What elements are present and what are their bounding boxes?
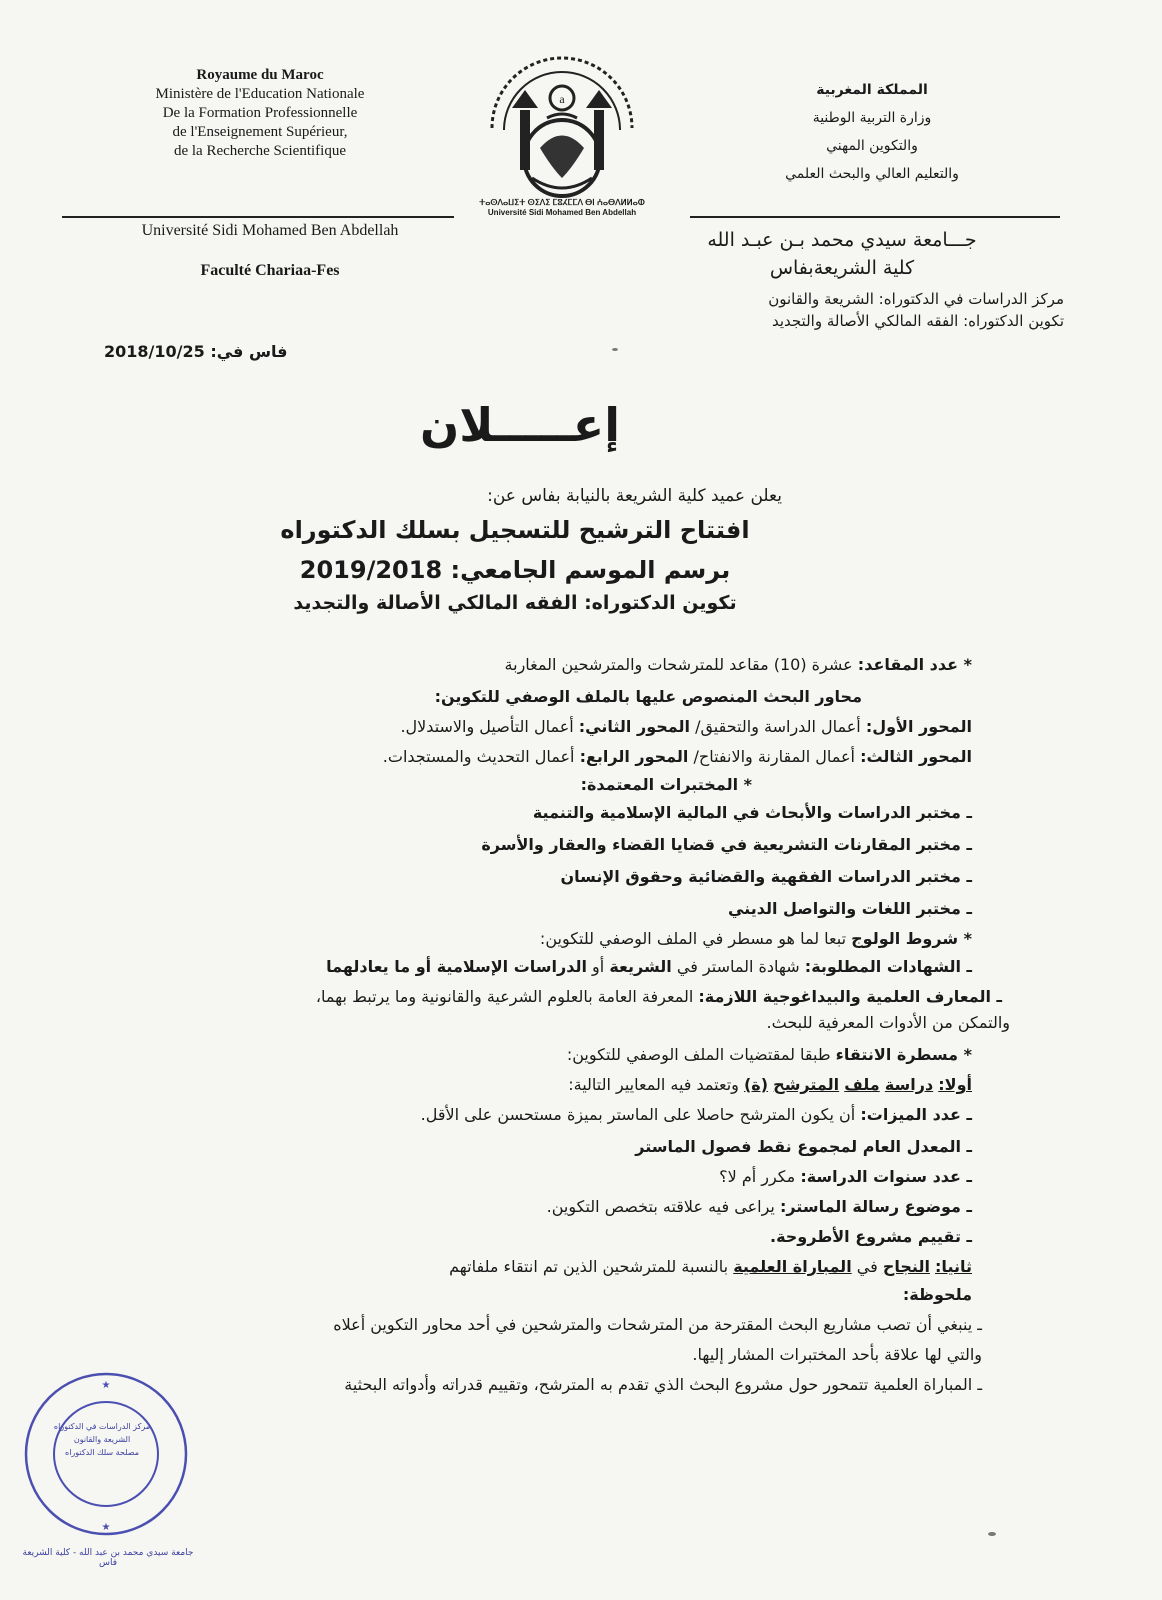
diplomas-sharia: الشريعة (609, 957, 672, 976)
announcement-date (104, 342, 304, 361)
kingdom-fr: Royaume du Maroc (196, 67, 324, 83)
svg-text:★: ★ (101, 1522, 111, 1533)
second-exam: المباراة العلمية (733, 1257, 852, 1276)
first-candidate: المترشح (773, 1075, 840, 1094)
stamp-outer-text: جامعة سيدي محمد بن عبد الله - كلية الشريعة فاس (22, 1548, 194, 1568)
announcement-title: إعـــــلان (420, 398, 620, 452)
logo-caption (462, 198, 662, 218)
c4-label: ـ موضوع رسالة الماستر: (779, 1197, 972, 1216)
second-label: ثانيا: (935, 1257, 972, 1276)
ministry-ar-3: والتعليم العالي والبحث العلمي (785, 166, 959, 182)
axes-line-1 (132, 716, 972, 738)
axis-1-text: أعمال الدراسة والتحقيق/ (695, 717, 861, 736)
university-name-ar (632, 226, 1052, 282)
knowledge-line (162, 986, 1002, 1008)
formation-name: تكوين الدكتوراه: الفقه المالكي الأصالة والتجديد (771, 312, 1064, 330)
selection-label: * مسطرة الانتقاء (835, 1045, 972, 1064)
seats-line (132, 654, 972, 676)
diplomas-line (132, 956, 972, 978)
stamp-inner-text (52, 1420, 152, 1459)
ministry-fr-3: de l'Enseignement Supérieur, (172, 124, 348, 140)
first-label: أولا: (938, 1075, 972, 1094)
diplomas-islamic: الدراسات الإسلامية أو ما يعادلهما (326, 957, 587, 976)
access-text: تبعا لما هو مسطر في الملف الوصفي للتكوين: (539, 929, 847, 948)
diplomas-or: أو (592, 957, 605, 976)
ministry-fr-1: Ministère de l'Education Nationale (155, 86, 365, 102)
second-success: النجاح (882, 1257, 930, 1276)
lab-item: ـ مختبر المقارنات التشريعية في قضايا القضاء والعقار والأسرة (481, 835, 972, 854)
faculty-name-fr: Faculté Chariaa-Fes (200, 262, 340, 279)
note-2: ـ المباراة العلمية تتمحور حول مشروع البحث الذي تقدم به المترشح، وتقييم قدراته وأدواته البحثية (344, 1375, 982, 1394)
stamp-line-2: الشريعة والقانون (73, 1435, 131, 1444)
center-name: مركز الدراسات في الدكتوراه: الشريعة والقانون (768, 290, 1064, 308)
notes-heading: ملحوظة: (902, 1285, 972, 1304)
criterion-mentions (132, 1104, 972, 1126)
first-text: وتعتمد فيه المعايير التالية: (568, 1075, 739, 1094)
axis-4-label: المحور الرابع: (579, 747, 689, 766)
stamp-line-3: مصلحة سلك الدكتوراه (65, 1448, 139, 1457)
note-1: ـ ينبغي أن تصب مشاريع البحث المقترحة من المترشحات والمترشحين في أحد محاور التكوين أعلاه (333, 1315, 982, 1334)
access-heading (132, 928, 972, 950)
labs-heading: * المختبرات المعتمدة: (580, 775, 752, 794)
header-divider-left (62, 216, 454, 218)
header-divider-right (690, 216, 1060, 218)
faculty-ar: كلية الشريعةبفاس (769, 257, 915, 279)
knowledge-label: ـ المعارف العلمية والبيداغوجية اللازمة: (698, 987, 1002, 1006)
first-study: دراسة (884, 1075, 934, 1094)
c1-text: أن يكون المترشح حاصلا على الماستر بميزة مستحسن على الأقل. (420, 1105, 856, 1124)
svg-text:★: ★ (101, 1380, 111, 1391)
criterion-project: ـ تقييم مشروع الأطروحة. (769, 1227, 972, 1246)
selection-second (132, 1256, 972, 1278)
knowledge-text: المعرفة العامة بالعلوم الشرعية والقانونية وما يرتبط بهما، (315, 987, 694, 1006)
seats-text: عشرة (10) مقاعد للمترشحات والمترشحين المغاربة (504, 655, 853, 674)
ministry-ar-1: وزارة التربية الوطنية (812, 110, 932, 126)
university-logo-icon (462, 18, 662, 218)
stamp-line-1: مركز الدراسات في الدكتوراه (53, 1422, 151, 1431)
axis-1-label: المحور الأول: (865, 717, 972, 736)
date-value: 2018/10/25 (104, 342, 205, 361)
selection-first (132, 1074, 972, 1096)
diplomas-label: ـ الشهادات المطلوبة: (804, 957, 972, 976)
logo-caption-latin: Université Sidi Mohamed Ben Abdellah (487, 208, 637, 217)
lab-item: ـ مختبر الدراسات الفقهية والقضائية وحقوق الإنسان (560, 867, 972, 886)
selection-text: طبقا لمقتضيات الملف الوصفي للتكوين: (566, 1045, 831, 1064)
criterion-average: ـ المعدل العام لمجموع نقط فصول الماستر (635, 1137, 972, 1156)
c1-label: ـ عدد الميزات: (860, 1105, 972, 1124)
lab-item: ـ مختبر اللغات والتواصل الديني (727, 899, 972, 918)
access-label: * شروط الولوج (851, 929, 972, 948)
university-name-fr: Université Sidi Mohamed Ben Abdellah (141, 222, 399, 239)
axes-line-2 (132, 746, 972, 768)
ministry-fr-4: de la Recherche Scientifique (173, 143, 346, 159)
axes-heading: محاور البحث المنصوص عليها بالملف الوصفي للتكوين: (434, 687, 862, 706)
criterion-thesis (132, 1196, 972, 1218)
c3-label: ـ عدد سنوات الدراسة: (800, 1167, 972, 1186)
doctoral-center (644, 288, 1064, 332)
first-fem: (ة) (743, 1075, 769, 1094)
lab-item: ـ مختبر الدراسات والأبحاث في المالية الإسلامية والتنمية (532, 803, 972, 822)
c4-text: يراعى فيه علاقته بتخصص التكوين. (546, 1197, 775, 1216)
axis-4-text: أعمال التحديث والمستجدات. (382, 747, 575, 766)
arabic-header (742, 76, 1002, 188)
logo-caption-tifinagh: ⵜⴰⵙⴷⴰⵡⵉⵜ ⵙⵉⴷⵉ ⵎⵓⵃⵎⵎⴷ ⴱⵏ ⵄⴰⴱⴷⵍⵍⴰⵀ (479, 198, 645, 207)
c3-text: مكرر أم لا؟ (719, 1167, 796, 1186)
heading-formation: تكوين الدكتوراه: الفقه المالكي الأصالة والتجديد (293, 592, 737, 614)
ministry-ar-2: والتكوين المهني (826, 138, 918, 154)
knowledge-line-2: والتمكن من الأدوات المعرفية للبحث. (766, 1013, 1010, 1032)
criterion-years (132, 1166, 972, 1188)
note-1-cont: والتي لها علاقة بأحد المختبرات المشار إليها. (692, 1345, 982, 1364)
svg-text:a: a (559, 92, 565, 106)
scan-mark (612, 348, 618, 351)
second-in: في (856, 1257, 878, 1276)
diplomas-text: شهادة الماستر في (676, 957, 800, 976)
selection-heading (132, 1044, 972, 1066)
scan-mark (988, 1532, 996, 1536)
heading-season: برسم الموسم الجامعي: 2019/2018 (299, 556, 731, 584)
axis-2-text: أعمال التأصيل والاستدلال. (400, 717, 574, 736)
french-header (110, 66, 410, 161)
ministry-fr-2: De la Formation Professionnelle (162, 105, 358, 121)
intro-text: يعلن عميد كلية الشريعة بالنيابة بفاس عن: (487, 486, 782, 506)
axis-2-label: المحور الثاني: (578, 717, 690, 736)
first-file: ملف (844, 1075, 880, 1094)
seats-label: * عدد المقاعد: (857, 655, 972, 674)
university-ar: جـــامعة سيدي محمد بـن عبـد الله (707, 229, 977, 251)
date-label: فاس في: (210, 342, 288, 361)
heading-opening: افتتاح الترشيح للتسجيل بسلك الدكتوراه (280, 516, 750, 544)
axis-3-label: المحور الثالث: (860, 747, 972, 766)
kingdom-ar: المملكة المغربية (816, 82, 928, 98)
axis-3-text: أعمال المقارنة والانفتاح/ (693, 747, 855, 766)
second-text: بالنسبة للمترشحين الذين تم انتقاء ملفاتهم (449, 1257, 729, 1276)
